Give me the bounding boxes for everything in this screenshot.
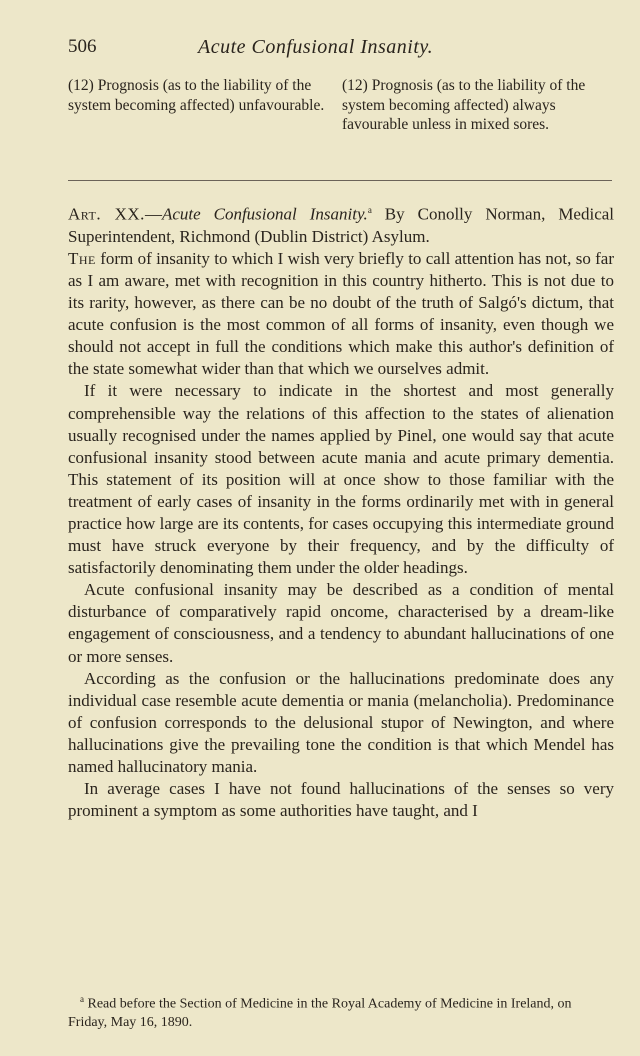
footnote [68,990,614,1032]
footnote-mark: a [367,205,372,215]
article-heading [68,199,614,248]
paragraph-1-text: form of insanity to which I wish very briefly to call attention has not, so far as I am aware, met with recognition in this country hitherto. This is not due to its rarity, however, as there can be no doubt of the truth of Salgó's dictum, that acute confusion is the most common of all forms of insanity, even though we should not accept in full the conditions which make this author's definition of the state somewhat wider than that which we ourselves admit. [68,248,615,379]
article-dash: — [144,204,162,224]
running-title: Acute Confusional Insanity. [198,36,434,58]
footnote-text: Read before the Section of Medicine in the Royal Academy of Medicine in Ireland, on Friday, May 16, 1890. [68,996,572,1030]
footnote-symbol: a [80,994,84,1004]
article-body [68,199,614,822]
right-column-prognosis: (12) Prognosis (as to the liability of the system becoming affected) always favourable unless in mixed sores. [342,77,586,133]
article-byline: By Conolly Norman, Medical Superintendent, Richmond (Dublin District) Asylum. [68,204,615,246]
lead-word: The [68,248,96,268]
paragraph-2: If it were necessary to indicate in the shortest and most generally comprehensible way the relations of this affection to the states of alienation usually recognised under the names applied by Pinel, one would say that acute confusional insanity stood between acute mania and acute primary dementia. This statement of its position will at once show to those familiar with the treatment of early cases of insanity in the forms ordinarily met with in general practice how large are its contents, for cases occupying this intermediate ground must have struck everyone by their frequency, and by the difficulty of satisfactorily denominating them under the older headings. [68,381,614,578]
paragraph-3: Acute confusional insanity may be described as a condition of mental disturbance of comparatively rapid oncome, characterised by a dream-like engagement of consciousness, and a tendency to abundant hallucinations of one or more senses. [68,580,614,666]
paragraph-4: According as the confusion or the hallucinations predominate does any individual case resemble acute dementia or mania (melancholia). Predominance of confusion corresponds to the delusional stupor of Newington, and where hallucinations give the prevailing tone the condition is that which Mendel has named hallucinatory mania. [68,668,614,776]
left-column-prognosis: (12) Prognosis (as to the liability of the system becoming affected) unfavourable. [68,77,325,114]
article-title: Acute Confusional Insanity. [161,204,368,224]
page-number: 506 [68,36,97,57]
paragraph-1 [68,248,614,381]
running-header [68,36,608,64]
section-divider [68,180,612,181]
paragraph-5: In average cases I have not found hallucinations of the senses so very prominent a symptom as some authorities have taught, and I [68,779,614,821]
article-label: Art. XX. [68,204,145,224]
